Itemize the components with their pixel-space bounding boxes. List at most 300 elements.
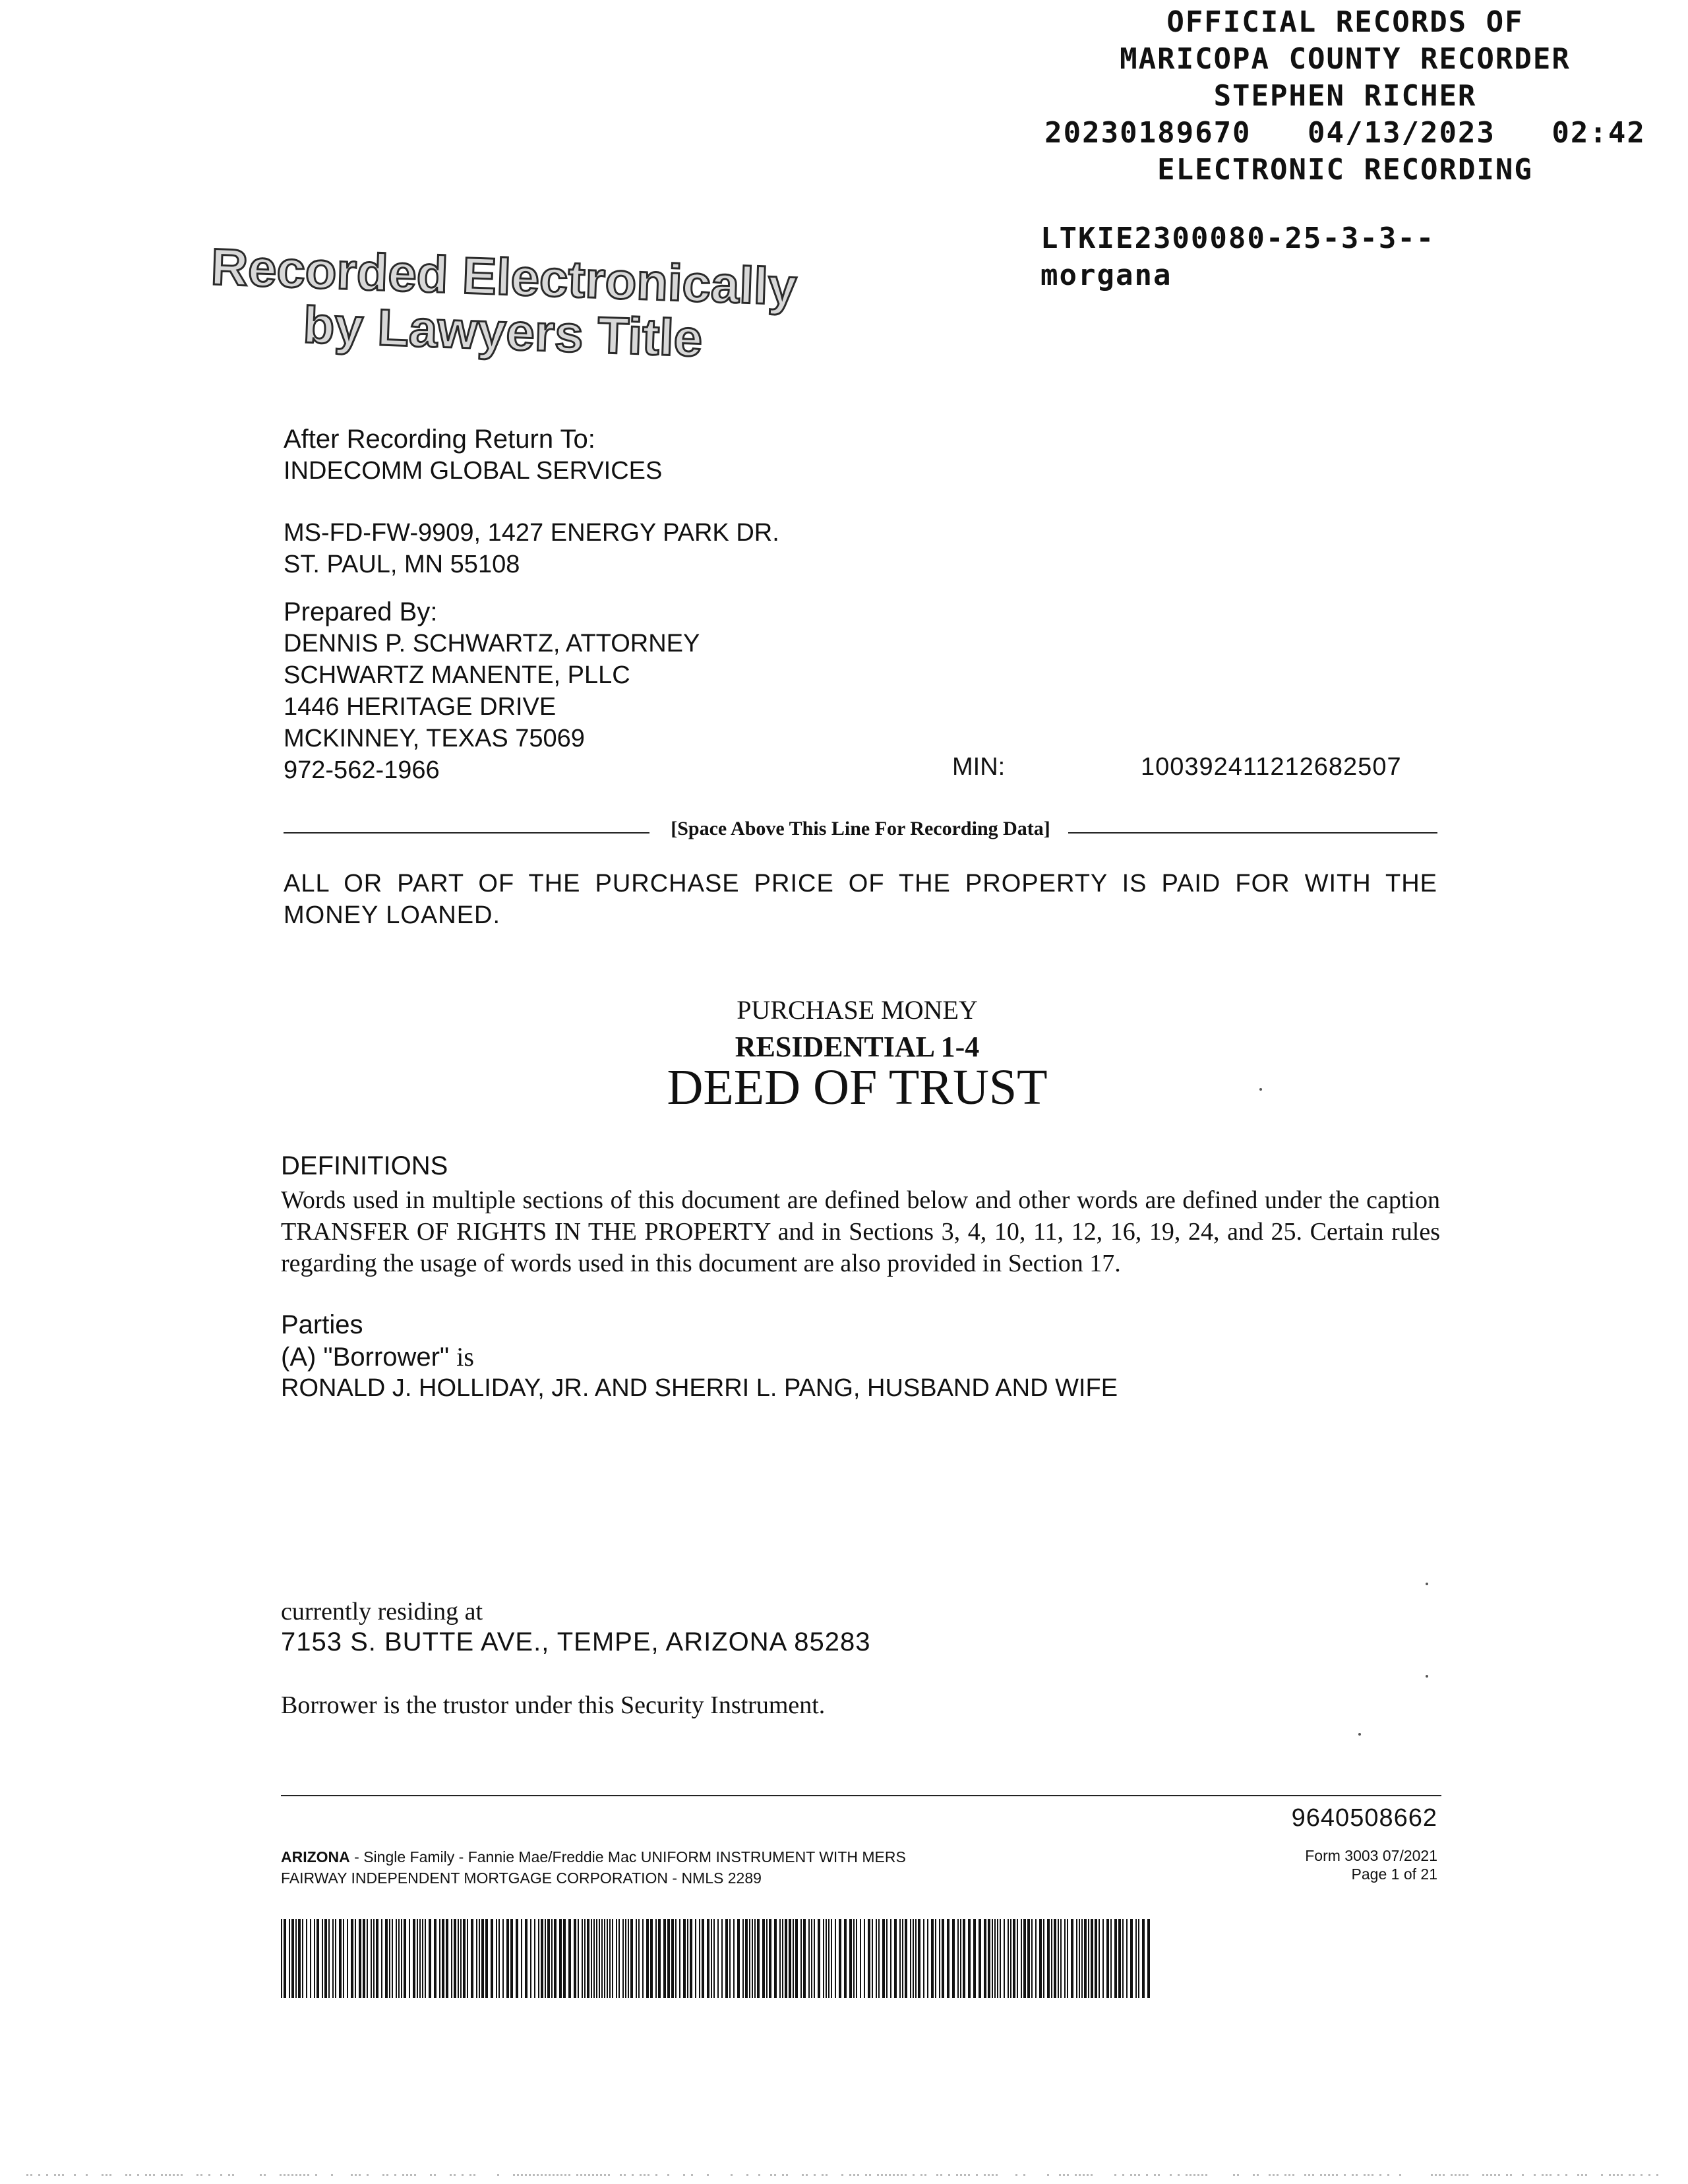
barcode-bar — [1013, 1919, 1015, 1998]
barcode-bar — [1000, 1919, 1001, 1998]
scan-dot — [153, 2174, 155, 2176]
barcode-bar — [1081, 1919, 1083, 1998]
scan-dot — [410, 2174, 412, 2176]
address-line: MS-FD-FW-9909, 1427 ENERGY PARK DR. — [284, 519, 779, 547]
barcode-bar — [774, 1919, 777, 1998]
scan-dot — [632, 2174, 634, 2176]
scan-dot — [1083, 2174, 1085, 2176]
barcode-bar — [467, 1919, 468, 1998]
footer-rule — [281, 1795, 1441, 1796]
preparer-phone: 972-562-1966 — [284, 756, 440, 784]
scan-dot — [30, 2174, 32, 2176]
barcode-bar — [655, 1919, 657, 1998]
barcode-bar — [915, 1919, 917, 1998]
barcode-bar — [699, 1919, 700, 1998]
scan-dot — [889, 2174, 891, 2176]
scan-dot — [264, 2174, 266, 2176]
barcode-bar — [1091, 1919, 1093, 1998]
barcode-bar — [905, 1919, 907, 1998]
scan-dot — [220, 2174, 222, 2176]
scan-dot — [905, 2174, 907, 2176]
barcode-bar — [434, 1919, 437, 1998]
barcode-bar — [952, 1919, 955, 1998]
scan-dot — [1443, 2174, 1445, 2176]
scan-dot — [913, 2174, 915, 2176]
barcode-bar — [823, 1919, 824, 1998]
scan-dot — [1178, 2174, 1180, 2176]
barcode-bar — [667, 1919, 670, 1998]
scan-dot — [232, 2174, 234, 2176]
barcode-bar — [1088, 1919, 1089, 1998]
scan-dot — [359, 2174, 361, 2176]
scan-dot — [1368, 2174, 1370, 2176]
scan-speck — [1426, 1675, 1428, 1678]
barcode-bar — [491, 1919, 493, 1998]
scan-dot — [129, 2174, 131, 2176]
scan-dot — [731, 2174, 733, 2176]
scan-dot — [758, 2174, 760, 2176]
scan-dot — [1648, 2174, 1650, 2176]
barcode-bar — [310, 1919, 311, 1998]
prepared-by-heading: Prepared By: — [284, 597, 438, 626]
scan-dot — [960, 2174, 962, 2176]
barcode-bar — [646, 1919, 649, 1998]
barcode-bar — [979, 1919, 981, 1998]
barcode-bar — [359, 1919, 361, 1998]
barcode-bar — [795, 1919, 798, 1998]
loan-number: 9640508662 — [1291, 1804, 1437, 1832]
scan-dot — [149, 2174, 151, 2176]
scan-dot — [102, 2174, 104, 2176]
scan-dot — [782, 2174, 784, 2176]
borrower-names: RONALD J. HOLLIDAY, JR. AND SHERRI L. PANG, HUSBAND AND WIFE — [281, 1374, 1118, 1402]
scan-dot — [513, 2174, 515, 2176]
scan-dot — [1439, 2174, 1441, 2176]
scan-dot — [1205, 2174, 1207, 2176]
scan-dot — [228, 2174, 230, 2176]
recorder-header-line: MARICOPA COUNTY RECORDER — [1120, 42, 1571, 76]
barcode-bar — [442, 1919, 444, 1998]
barcode-bar — [1147, 1919, 1150, 1998]
scan-dot — [1320, 2174, 1322, 2176]
barcode-bar — [328, 1919, 330, 1998]
preparer-line: SCHWARTZ MANENTE, PLLC — [284, 661, 630, 689]
scan-dot — [964, 2174, 966, 2176]
barcode-bar — [476, 1919, 477, 1998]
scan-dot — [497, 2174, 499, 2176]
preparer-line: 1446 HERITAGE DRIVE — [284, 693, 557, 721]
scan-dot — [920, 2174, 922, 2176]
barcode-bar — [997, 1919, 998, 1998]
barcode-bar — [1142, 1919, 1145, 1998]
barcode-bar — [559, 1919, 562, 1998]
divider-rule — [1068, 832, 1437, 834]
scan-dot — [1114, 2174, 1116, 2176]
scan-dot — [1621, 2174, 1623, 2176]
scan-dot — [600, 2174, 602, 2176]
barcode-bar — [1027, 1919, 1030, 1998]
barcode-bar — [1110, 1919, 1112, 1998]
definitions-text: Words used in multiple sections of this document are defined below and other words are defined under the caption TRANSFER OF RIGHTS IN THE PROPERTY and in Sections 3, 4, 10, 11, 12, 16, 19, 24, and 25. Certain rules regarding the usage of words used in this document are also provided in Section 17. — [281, 1186, 1440, 1277]
barcode-bar — [446, 1919, 448, 1998]
scan-dot — [1486, 2174, 1488, 2176]
barcode-bar — [868, 1919, 870, 1998]
barcode-bar — [803, 1919, 806, 1998]
scan-dot — [1641, 2174, 1643, 2176]
scan-dot — [109, 2174, 111, 2176]
scan-dot — [169, 2174, 171, 2176]
scan-dot — [1047, 2174, 1049, 2176]
scan-dot — [1122, 2174, 1124, 2176]
barcode-bar — [918, 1919, 920, 1998]
form-description — [281, 1846, 906, 1889]
scan-dot — [806, 2174, 808, 2176]
barcode-bar — [578, 1919, 579, 1998]
barcode-bar — [675, 1919, 677, 1998]
scan-dot — [596, 2174, 598, 2176]
scan-dot — [564, 2174, 566, 2176]
barcode-bar — [927, 1919, 928, 1998]
barcode-bar — [612, 1919, 613, 1998]
scan-dot — [1193, 2174, 1195, 2176]
scan-dot — [1550, 2174, 1552, 2176]
scan-dot — [1601, 2174, 1603, 2176]
scan-dot — [181, 2174, 183, 2176]
scan-dot — [1312, 2174, 1314, 2176]
return-to-address — [284, 517, 779, 580]
barcode-bar — [601, 1919, 603, 1998]
scan-dot — [691, 2174, 693, 2176]
barcode-bar — [422, 1919, 423, 1998]
scan-dot — [1656, 2174, 1658, 2176]
barcode-bar — [717, 1919, 719, 1998]
scan-dot — [877, 2174, 879, 2176]
scan-dot — [881, 2174, 883, 2176]
borrower-label: (A) "Borrower" — [281, 1343, 450, 1372]
barcode-bar — [749, 1919, 750, 1998]
return-to-block — [284, 423, 662, 487]
barcode-bar — [510, 1919, 513, 1998]
scan-dot — [786, 2174, 788, 2176]
barcode-bar — [460, 1919, 462, 1998]
scan-dot — [1138, 2174, 1140, 2176]
prepared-by-block — [284, 596, 700, 786]
barcode-bar — [690, 1919, 692, 1998]
barcode-bar — [618, 1919, 620, 1998]
barcode-bar — [587, 1919, 589, 1998]
scan-dot — [402, 2174, 404, 2176]
scan-dot — [640, 2174, 642, 2176]
scan-dot — [533, 2174, 535, 2176]
barcode-bar — [417, 1919, 418, 1998]
barcode-bar — [663, 1919, 666, 1998]
barcode-bar — [939, 1919, 940, 1998]
scan-dot — [291, 2174, 293, 2176]
barcode-bar — [1076, 1919, 1077, 1998]
barcode-bar — [371, 1919, 372, 1998]
barcode-bar — [409, 1919, 410, 1998]
scan-dot — [948, 2174, 950, 2176]
barcode-bar — [622, 1919, 624, 1998]
barcode-bar — [957, 1919, 959, 1998]
scan-dot — [517, 2174, 519, 2176]
borrower-is: is — [456, 1342, 474, 1372]
scan-dot — [624, 2174, 626, 2176]
scan-dot — [1075, 2174, 1077, 2176]
barcode-bar — [413, 1919, 415, 1998]
barcode-bar — [818, 1919, 820, 1998]
scan-dot — [1431, 2174, 1433, 2176]
scan-dot — [54, 2174, 56, 2176]
scan-dot — [1190, 2174, 1191, 2176]
barcode-bar — [729, 1919, 731, 1998]
scan-dot — [1490, 2174, 1492, 2176]
barcode-bar — [363, 1919, 365, 1998]
barcode-bar — [839, 1919, 841, 1998]
scan-dot — [1617, 2174, 1619, 2176]
form-state: ARIZONA — [281, 1848, 350, 1866]
scan-dot — [145, 2174, 147, 2176]
barcode-bar — [502, 1919, 504, 1998]
barcode-bar — [737, 1919, 740, 1998]
barcode-bar — [742, 1919, 744, 1998]
scan-dot — [1399, 2174, 1401, 2176]
barcode-bar — [745, 1919, 748, 1998]
scan-dot — [1158, 2174, 1160, 2176]
scan-dot — [1015, 2174, 1017, 2176]
page-number: Page 1 of 21 — [1351, 1866, 1437, 1883]
scan-dot — [1633, 2174, 1635, 2176]
barcode-bar — [1010, 1919, 1011, 1998]
scan-dot — [307, 2174, 309, 2176]
scan-dot — [46, 2174, 48, 2176]
form-line — [281, 1846, 906, 1867]
scan-dot — [1023, 2174, 1025, 2176]
scan-dot — [1462, 2174, 1464, 2176]
scan-dot — [604, 2174, 606, 2176]
barcode-bar — [616, 1919, 617, 1998]
barcode-bar — [973, 1919, 976, 1998]
scan-dot — [1130, 2174, 1132, 2176]
barcode-bar — [530, 1919, 531, 1998]
scan-dot — [1304, 2174, 1306, 2176]
barcode-bar — [882, 1919, 885, 1998]
scan-dot — [1201, 2174, 1203, 2176]
scan-dot — [200, 2174, 202, 2176]
barcode-bar — [506, 1919, 509, 1998]
barcode-bar — [498, 1919, 500, 1998]
barcode-bar — [1138, 1919, 1139, 1998]
barcode-bar — [1047, 1919, 1050, 1998]
scan-dot — [545, 2174, 547, 2176]
barcode-bar — [289, 1919, 290, 1998]
barcode-bar — [343, 1919, 344, 1998]
barcode-bar — [347, 1919, 348, 1998]
barcode-bar — [1031, 1919, 1033, 1998]
scan-dot — [1546, 2174, 1548, 2176]
scan-dot — [1170, 2174, 1172, 2176]
scan-dot — [1336, 2174, 1338, 2176]
scan-dot — [1308, 2174, 1310, 2176]
barcode-bar — [1095, 1919, 1097, 1998]
barcode-bar — [471, 1919, 473, 1998]
scan-dot — [1613, 2174, 1615, 2176]
scan-dot — [814, 2174, 816, 2176]
return-to-name: INDECOMM GLOBAL SERVICES — [284, 457, 663, 485]
barcode-bar — [563, 1919, 566, 1998]
scan-dot — [1328, 2174, 1330, 2176]
barcode-bar — [1067, 1919, 1068, 1998]
scan-dot — [924, 2174, 926, 2176]
barcode-bar — [534, 1919, 535, 1998]
barcode-bar — [913, 1919, 914, 1998]
scan-dot — [897, 2174, 899, 2176]
barcode-bar — [351, 1919, 353, 1998]
barcode-bar — [725, 1919, 728, 1998]
scan-dot — [125, 2174, 127, 2176]
barcode-bar — [1064, 1919, 1066, 1998]
scan-dot — [106, 2174, 107, 2176]
barcode-bar — [396, 1919, 397, 1998]
barcode-bar — [638, 1919, 640, 1998]
barcode-bar — [1058, 1919, 1059, 1998]
barcode-bar — [779, 1919, 781, 1998]
barcode-bar — [835, 1919, 836, 1998]
scan-dot — [1510, 2174, 1512, 2176]
scan-dot — [655, 2174, 657, 2176]
barcode-bar — [856, 1919, 857, 1998]
barcode-bar — [314, 1919, 315, 1998]
barcode-bar — [762, 1919, 765, 1998]
barcode-bar — [373, 1919, 375, 1998]
barcode-bar — [479, 1919, 480, 1998]
barcode-bar — [545, 1919, 546, 1998]
scan-dot — [1154, 2174, 1156, 2176]
scan-dot — [1455, 2174, 1457, 2176]
barcode-bar — [392, 1919, 393, 1998]
barcode-bar — [404, 1919, 406, 1998]
scan-dot — [1284, 2174, 1286, 2176]
scan-dot — [1257, 2174, 1259, 2176]
barcode-bar — [1130, 1919, 1133, 1998]
preparer-line: MCKINNEY, TEXAS 75069 — [284, 725, 585, 752]
barcode-bar — [695, 1919, 696, 1998]
document-barcode — [281, 1919, 1151, 1998]
trustor-statement: Borrower is the trustor under this Security Instrument. — [281, 1691, 826, 1719]
scan-dot — [394, 2174, 396, 2176]
form-title: - Single Family - Fannie Mae/Freddie Mac UNIFORM INSTRUMENT WITH MERS — [349, 1848, 906, 1866]
scan-dot — [893, 2174, 895, 2176]
barcode-bar — [454, 1919, 456, 1998]
barcode-bar — [1039, 1919, 1042, 1998]
barcode-bar — [298, 1919, 301, 1998]
scan-dot — [284, 2174, 286, 2176]
barcode-bar — [811, 1919, 812, 1998]
min-value: 100392411212682507 — [1141, 753, 1402, 781]
scan-dot — [173, 2174, 175, 2176]
barcode-bar — [853, 1919, 855, 1998]
recording-data-divider — [284, 818, 1437, 851]
scan-dot — [386, 2174, 388, 2176]
barcode-bar — [782, 1919, 783, 1998]
barcode-bar — [828, 1919, 829, 1998]
scan-dot — [1344, 2174, 1346, 2176]
scan-dot — [841, 2174, 843, 2176]
scan-dot — [38, 2174, 40, 2176]
scan-dot — [1273, 2174, 1275, 2176]
scan-dot — [984, 2174, 986, 2176]
barcode-bar — [702, 1919, 704, 1998]
barcode-bar — [826, 1919, 827, 1998]
barcode-bar — [538, 1919, 539, 1998]
scan-dot — [521, 2174, 523, 2176]
barcode-bar — [1035, 1919, 1037, 1998]
barcode-bar — [849, 1919, 852, 1998]
scan-dot — [1557, 2174, 1559, 2176]
barcode-bar — [593, 1919, 595, 1998]
barcode-bar — [306, 1919, 307, 1998]
scan-dot — [1237, 2174, 1239, 2176]
scan-dot — [885, 2174, 887, 2176]
barcode-bar — [1106, 1919, 1109, 1998]
recording-data-label: [Space Above This Line For Recording Data] — [671, 818, 1050, 839]
scan-dot — [667, 2174, 669, 2176]
barcode-bar — [860, 1919, 861, 1998]
barcode-bar — [902, 1919, 903, 1998]
barcode-bar — [574, 1919, 576, 1998]
barcode-bar — [332, 1919, 334, 1998]
scan-dot — [529, 2174, 531, 2176]
scan-dot — [137, 2174, 139, 2176]
barcode-bar — [899, 1919, 901, 1998]
scan-dot — [367, 2174, 369, 2176]
scan-dot — [1534, 2174, 1536, 2176]
scan-dot — [1146, 2174, 1148, 2176]
barcode-bar — [890, 1919, 891, 1998]
barcode-bar — [935, 1919, 936, 1998]
barcode-bar — [389, 1919, 390, 1998]
scan-dot — [1292, 2174, 1294, 2176]
barcode-bar — [1084, 1919, 1087, 1998]
scan-dot — [26, 2174, 28, 2176]
scan-dot — [454, 2174, 456, 2176]
recorder-header — [1029, 4, 1662, 189]
scan-dot — [1134, 2174, 1136, 2176]
barcode-bar — [785, 1919, 787, 1998]
scan-dot — [1063, 2174, 1065, 2176]
scan-dot — [1629, 2174, 1631, 2176]
barcode-bar — [754, 1919, 756, 1998]
barcode-bar — [591, 1919, 592, 1998]
scan-dot — [774, 2174, 776, 2176]
barcode-bar — [385, 1919, 388, 1998]
scan-dot — [260, 2174, 262, 2176]
scan-dot — [287, 2174, 289, 2176]
barcode-bar — [800, 1919, 802, 1998]
residing-label: currently residing at — [281, 1598, 483, 1625]
scan-dot — [1522, 2174, 1524, 2176]
scan-dot — [177, 2174, 179, 2176]
scan-dot — [86, 2174, 88, 2176]
barcode-bar — [584, 1919, 586, 1998]
scan-dot — [450, 2174, 452, 2176]
scan-dot — [1379, 2174, 1381, 2176]
scan-dot — [1356, 2174, 1358, 2176]
scan-dot — [1079, 2174, 1081, 2176]
barcode-bar — [496, 1919, 497, 1998]
scan-dot — [1277, 2174, 1279, 2176]
scan-dot — [62, 2174, 64, 2176]
